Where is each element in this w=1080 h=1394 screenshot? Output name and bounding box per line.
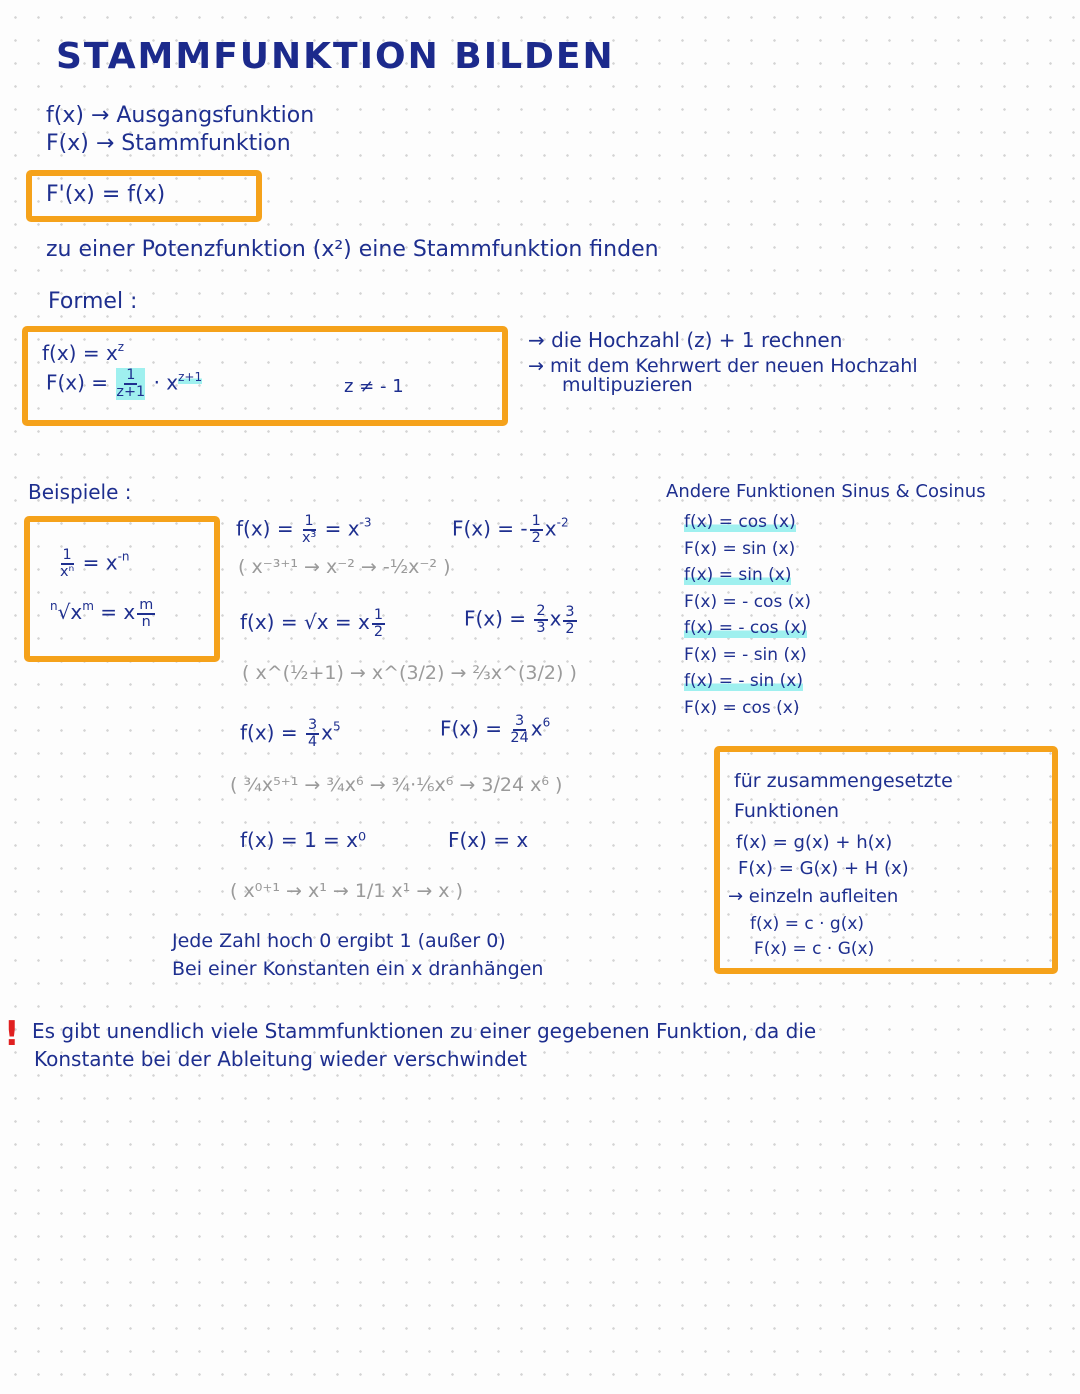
ex3-f-label: f(x) = [240, 720, 298, 745]
zusammen-l1: f(x) = g(x) + h(x) [736, 832, 893, 853]
rule-2: $^n√x^m = x$ $\frac{m}{n}$ [50, 597, 154, 631]
ex3-f-exp: 5 [332, 719, 341, 734]
footer-line-1: Es gibt unendlich viele Stammfunktionen zu einer gegebenen Funktion, da die [32, 1019, 817, 1043]
andere-line-2: F(x) = sin (x) [684, 538, 796, 559]
rule-2-rhs: = x [100, 600, 136, 625]
zusammen-l4: f(x) = c · g(x) [750, 914, 865, 934]
ex2-F-label: F(x) = [464, 606, 527, 631]
ex4-step: ( x⁰⁺¹ → x¹ → 1/1 x¹ → x ) [230, 880, 463, 902]
ex3-step: ( ¾x⁵⁺¹ → ¾x⁶ → ¾·⅙x⁶ → 3/24 x⁶ ) [230, 774, 563, 796]
rule-1-fraction: $\frac{1}{\text{xⁿ}}$ [60, 547, 75, 581]
ex1-f [236, 514, 372, 546]
formel-note-3: multipuzieren [562, 374, 693, 396]
andere-line-1: f(x) = cos (x) [684, 512, 796, 532]
ex1-F-exp: -2 [556, 515, 569, 530]
rule-2-exp-m: m [82, 599, 94, 614]
zusammen-l3: → einzeln aufleiten [728, 886, 899, 907]
key-relation: F'(x) = f(x) [46, 182, 166, 207]
rule-1-rhs: = x [82, 550, 118, 575]
ex4-f: f(x) = 1 = x⁰ [240, 828, 367, 852]
formel-f-text: f(x) = x [42, 341, 118, 365]
formel-F-prefix: F(x) = [46, 370, 109, 395]
def-line-1: f(x) → Ausgangsfunktion [46, 103, 315, 128]
footer-line-2: Konstante bei der Ableitung wieder verschwindet [34, 1047, 527, 1071]
ex3-F: F(x) = $\frac{3}{24}$ $x^6$ [440, 713, 551, 747]
formel-condition: z ≠ - 1 [344, 376, 404, 397]
ex-note-1: Jede Zahl hoch 0 ergibt 1 (außer 0) [172, 930, 506, 952]
andere-title: Andere Funktionen Sinus & Cosinus [666, 481, 986, 502]
rule-1 [58, 548, 130, 580]
def-line-2: F(x) → Stammfunktion [46, 131, 291, 156]
formel-F-mid: · x [153, 370, 179, 395]
ex3-f: f(x) = $\frac{3}{4}$ $x^5$ [240, 717, 341, 751]
rule-2-exp-fraction: $\frac{m}{n}$ [139, 597, 154, 631]
formel-frac-den: z+1 [116, 384, 146, 401]
ex2-step: ( x^(½+1) → x^(3/2) → ⅔x^(3/2) ) [242, 662, 577, 684]
ex1-F: F(x) = - $\frac{1}{2}$ $x^{-2}$ [452, 513, 569, 547]
potenz-text: zu einer Potenzfunktion (x²) eine Stammfunktion finden [46, 237, 659, 262]
rules-box [24, 516, 220, 662]
andere-line-4: F(x) = - cos (x) [684, 591, 812, 612]
warning-icon: ! [4, 1014, 20, 1054]
andere-list [684, 509, 811, 721]
zusammen-l2: F(x) = G(x) + H (x) [738, 858, 909, 879]
ex1-f-rest: = x [324, 516, 360, 541]
andere-line-6: F(x) = - sin (x) [684, 644, 807, 665]
formel-f-line [42, 340, 124, 365]
formel-note-2: → mit dem Kehrwert der neuen Hochzahl [528, 355, 918, 377]
ex1-step: ( x⁻³⁺¹ → x⁻² → -½x⁻² ) [238, 556, 451, 578]
ex1-f-exp: -3 [359, 515, 372, 530]
formel-frac-num: 1 [124, 368, 137, 385]
rule-1-exp: -n [117, 549, 130, 564]
beispiele-label: Beispiele : [28, 480, 132, 504]
formel-F-line [46, 368, 202, 400]
ex3-F-label: F(x) = [440, 716, 503, 741]
ex1-f-label: f(x) = [236, 516, 294, 541]
ex3-F-exp: 6 [542, 715, 551, 730]
ex1-fraction: $\frac{1}{\text{x³}}$ [301, 513, 317, 547]
page-title: STAMMFUNKTION BILDEN [56, 36, 615, 77]
ex-note-2: Bei einer Konstanten ein x dranhängen [172, 958, 544, 980]
andere-line-5: f(x) = - cos (x) [684, 618, 808, 638]
rule-2-lhs: √x [57, 600, 83, 625]
andere-line-8: F(x) = cos (x) [684, 697, 800, 718]
ex2-f: f(x) = √x = x $\frac{1}{2}$ [240, 607, 383, 641]
andere-line-7: f(x) = - sin (x) [684, 671, 803, 691]
zusammen-title-1: für zusammengesetzte [734, 770, 953, 792]
formel-fraction [116, 368, 145, 400]
ex2-F: F(x) = $\frac{2}{3}$ x $\frac{3}{2}$ [464, 603, 575, 637]
ex1-F-label: F(x) = - [452, 516, 528, 541]
formel-label: Formel : [48, 289, 138, 314]
formel-note-1: → die Hochzahl (z) + 1 rechnen [528, 328, 843, 352]
zusammen-l5: F(x) = c · G(x) [754, 939, 875, 959]
formel-F-exp: z+1 [178, 369, 203, 384]
ex2-f-label: f(x) = √x = x [240, 610, 370, 635]
zusammen-title-2: Funktionen [734, 800, 840, 822]
andere-line-3: f(x) = sin (x) [684, 565, 792, 585]
ex4-F: F(x) = x [448, 828, 529, 852]
formel-f-exp: z [117, 340, 125, 354]
